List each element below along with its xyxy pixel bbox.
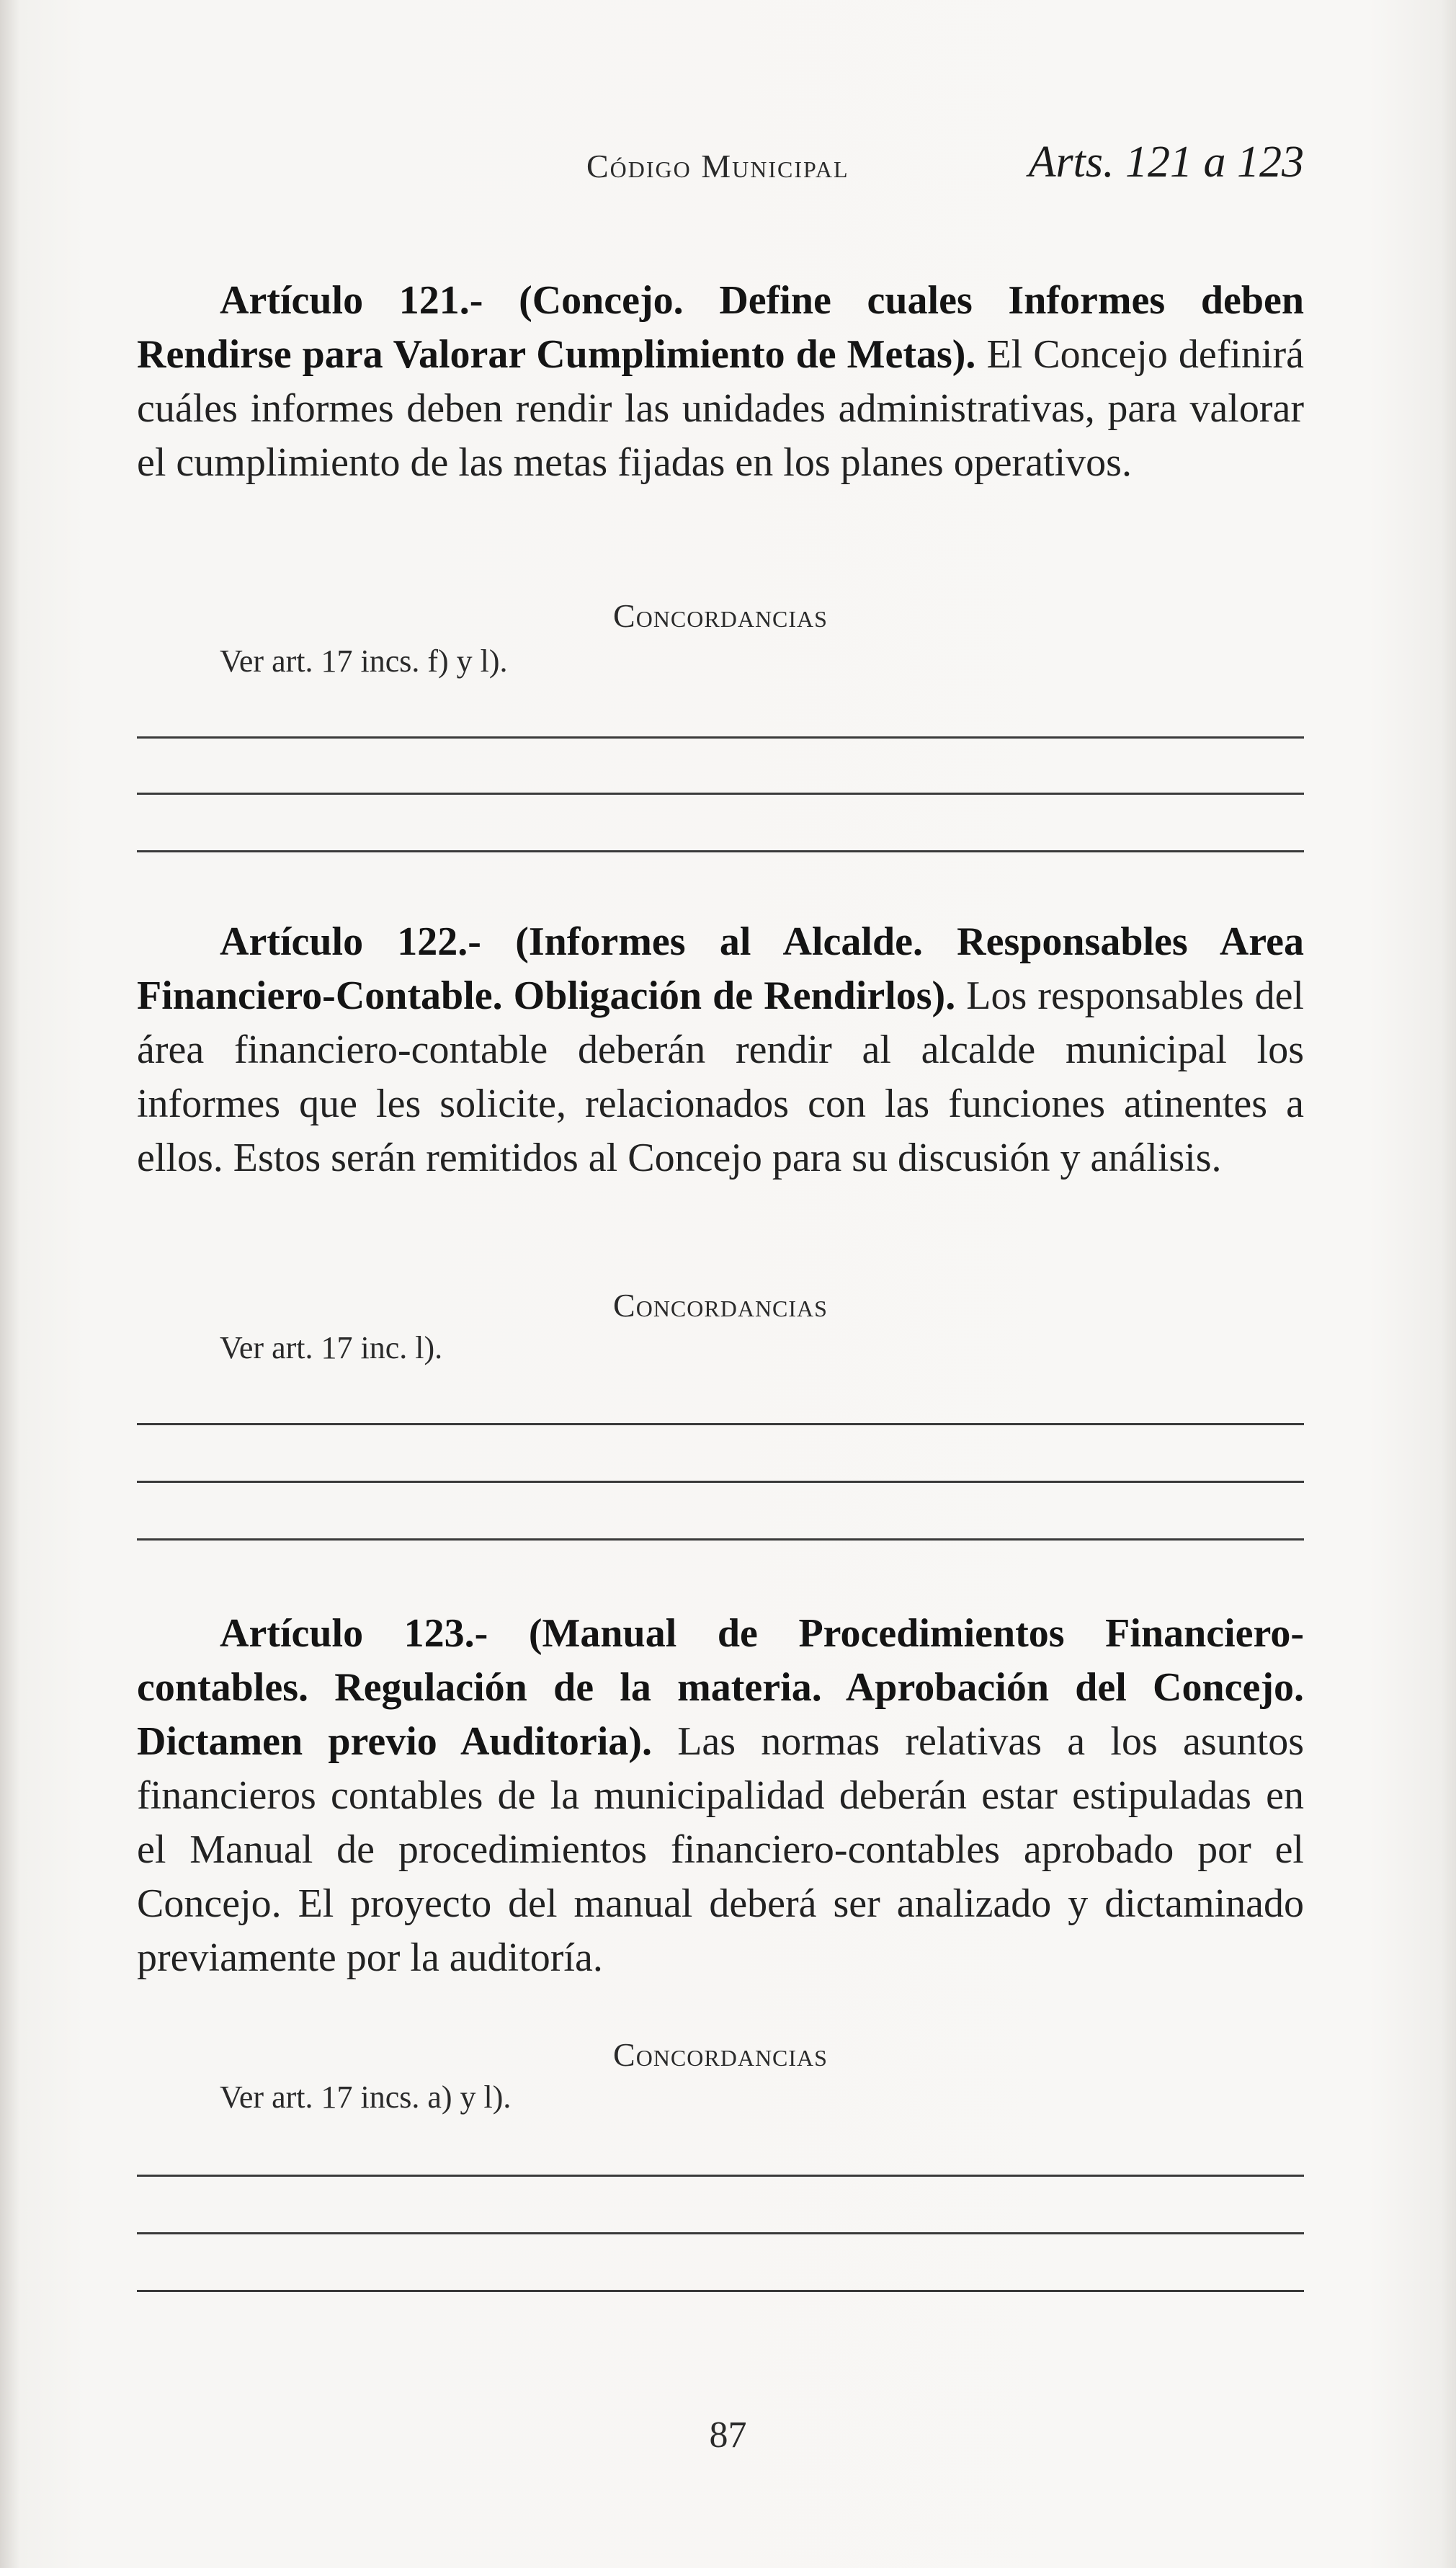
article-heading: Artículo 121.- (Concejo. Define cuales Informes deben Rendirse para Valorar Cumplimiento de Metas). (137, 278, 1304, 377)
article-body: Las normas relativas a los asuntos financieros contables de la municipalidad deberán estar estipuladas en el Manual de procedimientos financiero-contables aprobado por el Concejo. El proyecto del manual deberá ser analizado y dictaminado previamente por la auditoría. (137, 1719, 1304, 1980)
article-121 (137, 274, 1304, 490)
concordancias-reference: Ver art. 17 inc. l). (220, 1330, 443, 1365)
article-body: Los responsables del área financiero-contable deberán rendir al alcalde municipal los informes que les solicite, relacionados con las funciones atinentes a ellos. Estos serán remitidos al Concejo para su discusión y análisis. (137, 973, 1304, 1180)
note-line (137, 850, 1304, 852)
note-line (137, 2290, 1304, 2292)
concordancias-title: Concordancias (613, 2036, 828, 2073)
note-line (137, 793, 1304, 795)
article-heading: Artículo 123.- (Manual de Procedimientos Financiero-contables. Regulación de la materia. Aprobación del Concejo. Dictamen previo Auditoria). (137, 1611, 1304, 1764)
article-122 (137, 915, 1304, 1185)
concordancias-title: Concordancias (613, 597, 828, 634)
article-body: El Concejo definirá cuáles informes deben rendir las unidades administrativas, para valorar el cumplimiento de las metas fijadas en los planes operativos. (137, 332, 1304, 485)
concordancias-title: Concordancias (613, 1287, 828, 1324)
header-article-range: Arts. 121 a 123 (1028, 138, 1304, 187)
running-header (137, 137, 1304, 202)
article-123 (137, 1607, 1304, 1985)
note-line (137, 1538, 1304, 1541)
page-number: 87 (709, 2415, 747, 2456)
header-code-title: Código Municipal (586, 148, 849, 184)
article-heading: Artículo 122.- (Informes al Alcalde. Responsables Area Financiero-Contable. Obligación de Rendirlos). (137, 919, 1304, 1018)
note-line (137, 2175, 1304, 2177)
concordancias-reference: Ver art. 17 incs. f) y l). (220, 643, 508, 679)
note-line (137, 1423, 1304, 1425)
note-line (137, 2232, 1304, 2234)
note-line (137, 736, 1304, 739)
note-line (137, 1481, 1304, 1483)
concordancias-reference: Ver art. 17 incs. a) y l). (220, 2079, 512, 2115)
